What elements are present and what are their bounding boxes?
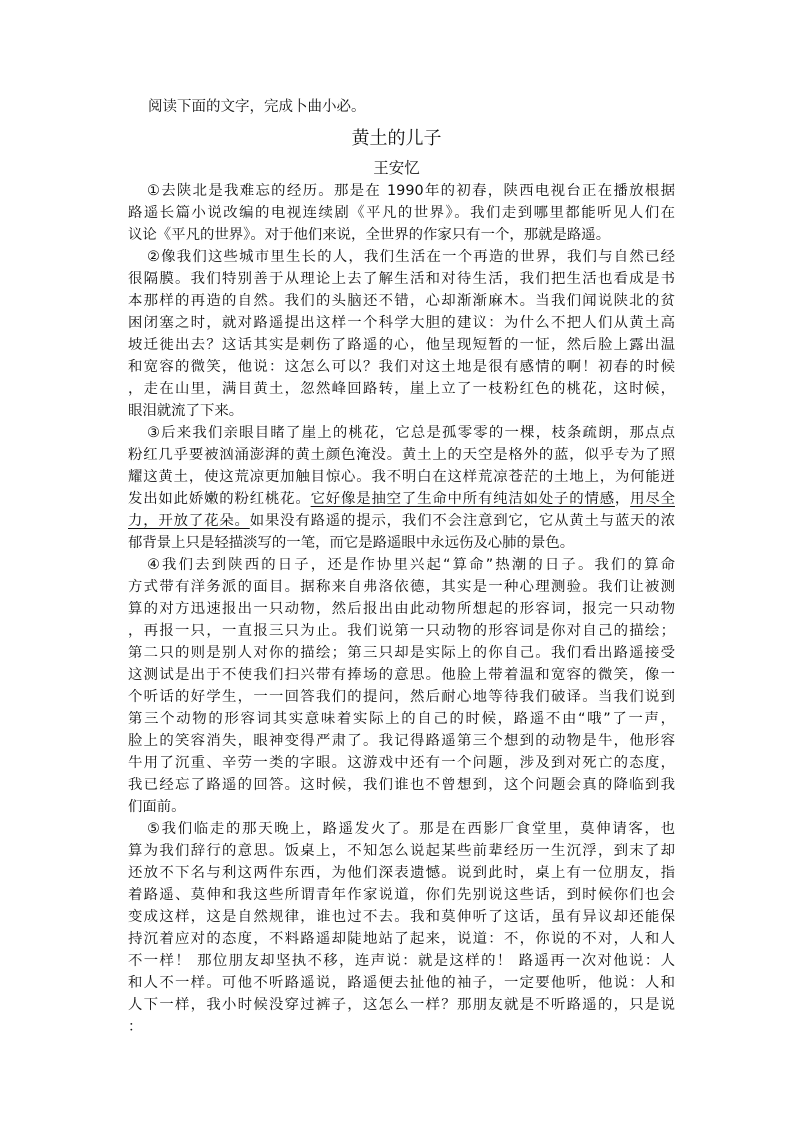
- line-text: ③后来我们亲眼目睹了崖上的桃花，它总是孤零零的一棵，枝条疏朗，那点点: [147, 425, 675, 441]
- text-line: [121, 488, 675, 510]
- text-line: [121, 290, 675, 312]
- line-text: ，走在山里，满目黄土，忽然峰回路转，崖上立了一枝粉红色的桃花，这时候，: [128, 381, 675, 397]
- line-text: 第三个动物的形容词其实意味着实际上的自己的时候，路遥不由“哦”了一声，: [128, 711, 675, 727]
- text-line: [121, 862, 675, 884]
- line-text: 困闭塞之时，就对路遥提出这样一个科学大胆的建议：为什么不把人们从黄土高: [128, 315, 675, 331]
- text-line: [121, 906, 675, 928]
- text-line: [121, 444, 675, 466]
- line-text: 和人不一样。可他不听路遥说，路遥便去扯他的袖子，一定要他听，他说：人和: [128, 975, 675, 991]
- line-text: 人下一样，我小时候没穿过裤子，这怎么一样？那朋友就是不听路遥的，只是说: [128, 997, 675, 1013]
- text-line: [121, 180, 675, 202]
- text-line: [121, 884, 675, 906]
- line-text: 眼泪就流了下来。: [128, 403, 244, 419]
- line-text: 本那样的再造的自然。我们的头脑还不错，心却渐渐麻木。当我们闻说陕北的贫: [128, 293, 675, 309]
- line-text: 发出如此娇嫩的粉红桃花。: [128, 491, 311, 507]
- text-line: [121, 664, 675, 686]
- line-text: ⑤我们临走的那天晚上，路遥发火了。那是在西影厂食堂里，莫伸请客，也: [147, 821, 675, 837]
- text-line: [121, 928, 675, 950]
- line-text: 耀这黄土，使这荒凉更加触目惊心。我不明白在这样荒凉苍茫的土地上，为何能迸: [128, 469, 675, 485]
- text-line: [121, 202, 675, 224]
- article-author: 王安忆: [373, 159, 420, 177]
- line-text: 个听话的好学生，一一回答我们的提问，然后耐心地等待我们破译。当我们说到: [128, 689, 675, 705]
- text-line: [121, 378, 675, 400]
- text-line: [121, 598, 675, 620]
- underlined-text: 它好像是抽空了生命中所有纯洁如处子的情感: [310, 491, 615, 507]
- text-line: [121, 972, 675, 994]
- text-line: [121, 708, 675, 730]
- line-text: 变成这样，这是自然规律，谁也过不去。我和莫伸听了这话，虽有异议却还能保: [128, 909, 675, 925]
- text-line: [121, 400, 675, 422]
- article-body: [121, 180, 675, 1038]
- text-line: [121, 796, 675, 818]
- underlined-text: 力，开放了花朵。: [128, 513, 250, 529]
- line-text: 粉红几乎要被汹涌澎湃的黄土颜色淹没。黄土上的天空是格外的蓝，似乎专为了照: [128, 447, 675, 463]
- line-text: 牛用了沉重、辛劳一类的字眼。这游戏中还有一个问题，涉及到对死亡的态度，: [128, 755, 675, 771]
- text-line: [121, 1016, 675, 1038]
- line-text: 郁背景上只是轻描淡写的一笔，而它是路遥眼中永远伤及心肺的景色。: [128, 535, 575, 551]
- line-text: ②像我们这些城市里生长的人，我们生活在一个再造的世界，我们与自然已经: [147, 249, 675, 265]
- line-text: 们面前。: [128, 799, 186, 815]
- text-line: [121, 246, 675, 268]
- text-line: [121, 554, 675, 576]
- text-line: [121, 466, 675, 488]
- text-line: [121, 642, 675, 664]
- text-line: [121, 818, 675, 840]
- text-line: [121, 422, 675, 444]
- text-line: [121, 620, 675, 642]
- text-line: [121, 994, 675, 1016]
- line-text: ，再报一只，一直报三只为止。我们说第一只动物的形容词是你对自己的描绘；: [128, 623, 675, 639]
- line-text: 算为我们辞行的意思。饭桌上，不知怎么说起某些前辈经历一生沉浮，到末了却: [128, 843, 675, 859]
- line-text: 持沉着应对的态度，不料路遥却陡地站了起来，说道：不，你说的不对，人和人: [128, 931, 675, 947]
- line-text: ：: [128, 1019, 143, 1035]
- underlined-text: 用尽全: [630, 491, 675, 507]
- text-line: [121, 686, 675, 708]
- line-text: 议论《平凡的世界》。对于他们来说，全世界的作家只有一个，那就是路遥。: [128, 227, 611, 243]
- line-text: 很隔膜。我们特别善于从理论上去了解生活和对待生活，我们把生活也看成是书: [128, 271, 675, 287]
- text-line: [121, 532, 675, 554]
- line-text: 算的对方迅速报出一只动物，然后报出由此动物所想起的形容词，报完一只动物: [128, 601, 675, 617]
- text-line: [121, 752, 675, 774]
- line-text: ④我们去到陕西的日子，还是作协里兴起“算命”热潮的日子。我们的算命: [147, 557, 675, 573]
- text-line: [121, 840, 675, 862]
- line-text: 路遥长篇小说改编的电视连续剧《平凡的世界》。我们走到哪里都能听见人们在: [128, 205, 675, 221]
- article-title: 黄土的儿子: [351, 128, 442, 149]
- line-text: 这测试是出于不使我们扫兴带有捧场的意思。他脸上带着温和宽容的微笑，像一: [128, 667, 675, 683]
- line-text: 脸上的笑容消失，眼神变得严肃了。我记得路遥第三个想到的动物是牛，他形容: [128, 733, 675, 749]
- line-text: ①去陕北是我难忘的经历。那是在 1990年的初春，陕西电视台正在播放根据: [147, 183, 675, 199]
- text-line: [121, 356, 675, 378]
- text-line: [121, 510, 675, 532]
- line-text: ，: [614, 491, 631, 507]
- text-line: [121, 774, 675, 796]
- line-text: 方式带有洋务派的面目。据称来自弗洛依德，其实是一种心理测验。我们让被测: [128, 579, 675, 595]
- line-text: 还放不下名与利这两件东西，为他们深表遗憾。说到此时，桌上有一位朋友，指: [128, 865, 675, 881]
- line-text: 我已经忘了路遥的回答。这时候，我们谁也不曾想到，这个问题会真的降临到我: [128, 777, 675, 793]
- text-line: [121, 576, 675, 598]
- text-line: [121, 334, 675, 356]
- line-text: 第二只的则是别人对你的描绘；第三只却是实际上的你自己。我们看出路遥接受: [128, 645, 675, 661]
- line-text: 着路遥、莫伸和我这些所谓青年作家说道，你们先别说这些话，到时候你们也会: [128, 887, 675, 903]
- text-line: [121, 268, 675, 290]
- instruction-text: 阅读下面的文字，完成卜曲小必。: [148, 99, 366, 115]
- text-line: [121, 224, 675, 246]
- text-line: [121, 950, 675, 972]
- line-text: 不一样！ 那位朋友却坚执不移，连声说：就是这样的！ 路遥再一次对他说：人: [128, 953, 675, 969]
- line-text: 和宽容的微笑，他说：这怎么可以？我们对这土地是很有感情的啊！初春的时候: [128, 359, 675, 375]
- line-text: 如果没有路遥的提示，我们不会注意到它，它从黄土与蓝天的浓: [249, 513, 675, 529]
- text-line: [121, 312, 675, 334]
- line-text: 坡迁徙出去？这话其实是刺伤了路遥的心，他呈现短暂的一怔，然后脸上露出温: [128, 337, 675, 353]
- text-line: [121, 730, 675, 752]
